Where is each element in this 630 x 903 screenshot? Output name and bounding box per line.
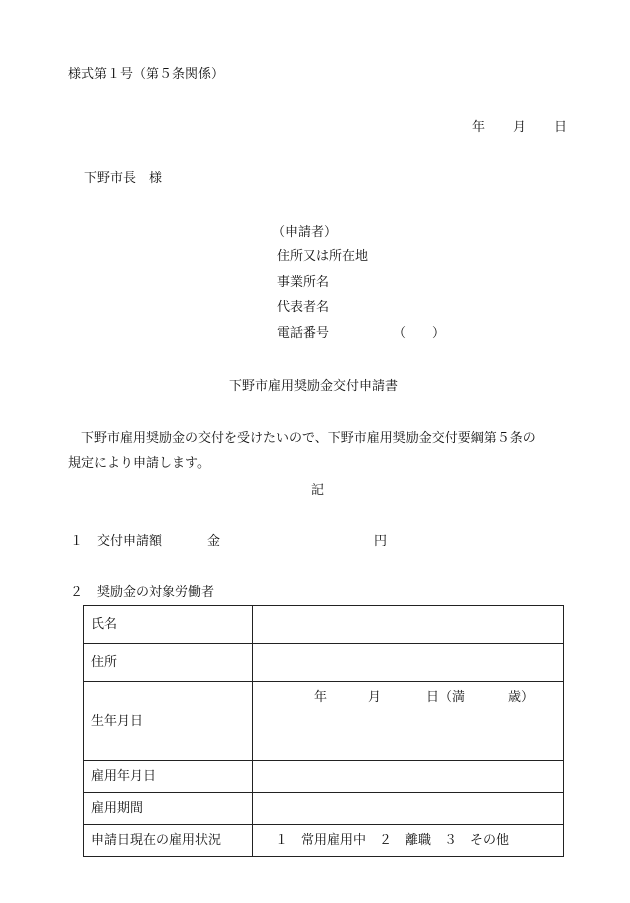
- phone-parens: （ ）: [393, 326, 446, 341]
- address-label: 住所又は所在地: [277, 249, 369, 264]
- applicant-heading: （申請者）: [272, 225, 338, 240]
- item-2-label: 奨励金の対象労働者: [97, 585, 215, 600]
- document-title: 下野市雇用奨励金交付申請書: [229, 379, 399, 394]
- form-number: 様式第１号（第５条関係）: [68, 67, 225, 82]
- phone-label: 電話番号: [277, 326, 330, 341]
- birth-year: 年: [314, 690, 328, 705]
- item-1-number: １: [70, 534, 84, 549]
- row-value-address[interactable]: [253, 644, 564, 682]
- birth-month: 月: [368, 690, 382, 705]
- date-month: 月: [513, 120, 527, 135]
- date-line: [0, 121, 630, 135]
- item-2: [0, 586, 630, 600]
- birth-day-age-open: 日（満: [426, 690, 466, 705]
- item-2-number: ２: [70, 585, 84, 600]
- table-row: [84, 682, 564, 761]
- table-row: [84, 793, 564, 825]
- row-value-birthdate[interactable]: [253, 682, 564, 761]
- row-label-hire-date: 雇用年月日: [84, 761, 253, 793]
- office-label: 事業所名: [277, 275, 330, 290]
- addressee: 下野市長 様: [84, 171, 163, 186]
- item-1-label: 交付申請額: [97, 534, 163, 549]
- item-1-yen: 円: [374, 534, 388, 549]
- item-1: [0, 535, 630, 549]
- table-row: [84, 606, 564, 644]
- row-label-employment-status: 申請日現在の雇用状況: [84, 825, 253, 857]
- item-1-kin: 金: [207, 534, 221, 549]
- birth-age-close: 歳）: [508, 690, 535, 705]
- body-line-1: 下野市雇用奨励金の交付を受けたいので、下野市雇用奨励金交付要綱第５条の: [68, 431, 536, 446]
- row-value-employment-period[interactable]: [253, 793, 564, 825]
- row-value-employment-status[interactable]: １ 常用雇用中 ２ 離職 ３ その他: [253, 825, 564, 857]
- row-value-name[interactable]: [253, 606, 564, 644]
- table-row: [84, 825, 564, 857]
- row-label-birthdate: 生年月日: [84, 682, 253, 761]
- row-label-employment-period: 雇用期間: [84, 793, 253, 825]
- table-row: [84, 644, 564, 682]
- row-value-hire-date[interactable]: [253, 761, 564, 793]
- date-day: 日: [554, 120, 568, 135]
- ki-label: 記: [311, 483, 325, 498]
- row-label-address: 住所: [84, 644, 253, 682]
- worker-table: [83, 605, 564, 857]
- date-year: 年: [472, 120, 486, 135]
- row-label-name: 氏名: [84, 606, 253, 644]
- body-line-2: 規定により申請します。: [68, 456, 210, 471]
- representative-label: 代表者名: [277, 300, 330, 315]
- table-row: [84, 761, 564, 793]
